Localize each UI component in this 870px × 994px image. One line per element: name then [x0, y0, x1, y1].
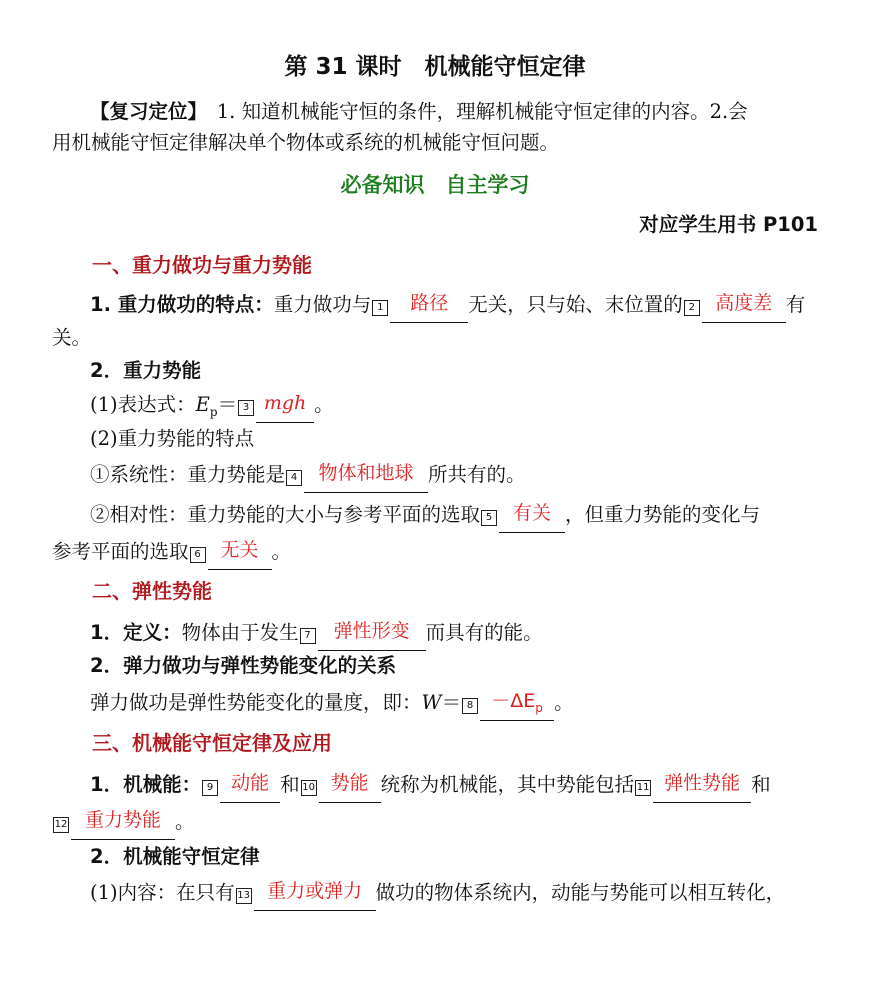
- expression-line: [90, 390, 818, 427]
- text: 而具有的能。: [425, 621, 543, 644]
- text: ①系统性：重力势能是: [90, 463, 286, 486]
- definition-line: [90, 618, 818, 651]
- text: (1)表达式：: [90, 393, 196, 416]
- text: 无关，只与始、末位置的: [468, 293, 683, 316]
- answer-8-subscript: p: [535, 700, 543, 715]
- answer-8: [491, 690, 543, 715]
- symbol-E: E: [195, 393, 210, 416]
- review-line-2: 用机械能守恒定律解决单个物体或系统的机械能守恒问题。: [52, 131, 560, 154]
- mechanical-energy-line-cont: [52, 807, 818, 840]
- answer-13: 重力或弹力: [267, 880, 363, 902]
- blank-marker-1: 1: [372, 300, 388, 316]
- blank-11: [653, 772, 751, 803]
- section-heading-2: 二、弹性势能: [92, 579, 212, 603]
- blank-marker-6: 6: [190, 547, 206, 563]
- blank-8: [480, 690, 554, 721]
- blank-2: [702, 292, 786, 323]
- text: 。: [314, 393, 334, 416]
- answer-4: 物体和地球: [318, 462, 414, 484]
- subheading-gravity-pe: 2．重力势能: [90, 359, 202, 382]
- answer-9: 动能: [231, 772, 270, 794]
- blank-12: [71, 809, 175, 840]
- answer-11: 弹性势能: [664, 772, 741, 794]
- characteristics-heading: (2)重力势能的特点: [90, 427, 255, 450]
- text: 。: [554, 691, 574, 714]
- answer-1: 路径: [410, 292, 449, 314]
- blank-marker-10: 10: [301, 780, 317, 796]
- label: 1. 重力做功的特点：: [90, 293, 274, 316]
- equals: ＝: [217, 393, 238, 416]
- relativity-line-cont: [52, 537, 818, 570]
- blank-4: [304, 462, 428, 493]
- text: 统称为机械能，其中势能包括: [380, 773, 635, 796]
- text: 有: [785, 293, 806, 316]
- subscript-p: p: [209, 404, 218, 419]
- text: 所共有的。: [428, 463, 526, 486]
- review-line-1: [52, 97, 818, 127]
- book-reference-text: 对应学生用书 P101: [639, 213, 818, 236]
- text: ②相对性：重力势能的大小与参考平面的选取: [90, 503, 481, 526]
- section-heading-1: 一、重力做功与重力势能: [92, 253, 312, 277]
- text: 。: [175, 810, 195, 833]
- text: 做功的物体系统内，动能与势能可以相互转化，: [375, 881, 786, 904]
- section-banner: 必备知识 自主学习: [340, 173, 530, 197]
- section-heading-3: 三、机械能守恒定律及应用: [92, 731, 332, 755]
- blank-marker-3: 3: [238, 400, 254, 416]
- blank-7: [318, 620, 426, 651]
- blank-marker-2: 2: [684, 300, 700, 316]
- blank-marker-8: 8: [462, 698, 478, 714]
- text: 和: [280, 773, 300, 796]
- blank-marker-5: 5: [481, 510, 497, 526]
- blank-10: [319, 772, 381, 803]
- paragraph-gravity-work: [52, 290, 818, 323]
- relativity-line: [90, 500, 818, 533]
- mechanical-energy-line: [90, 770, 818, 803]
- text: (1)内容：在只有: [90, 881, 235, 904]
- text: 。: [271, 540, 292, 563]
- book-reference: [52, 210, 818, 240]
- blank-5: [499, 502, 565, 533]
- symbol-W: W: [421, 691, 442, 714]
- blank-marker-13: 13: [236, 888, 252, 904]
- blank-marker-7: 7: [300, 628, 316, 644]
- answer-6: 无关: [220, 539, 259, 561]
- review-text-1: 1. 知道机械能守恒的条件，理解机械能守恒定律的内容。2.会: [197, 100, 748, 123]
- answer-10: 势能: [330, 772, 369, 794]
- answer-12: 重力势能: [84, 809, 161, 831]
- text: 重力做功与: [273, 293, 372, 316]
- elastic-measure-line: [90, 688, 818, 721]
- subheading-conservation-law: 2．机械能守恒定律: [90, 845, 260, 868]
- answer-2: 高度差: [715, 292, 773, 314]
- text: ，但重力势能的变化与: [565, 503, 761, 526]
- subheading-elastic-relation: 2．弹力做功与弹性势能变化的关系: [90, 654, 397, 677]
- answer-3: mgh: [263, 392, 307, 414]
- page-title: 第 31 课时 机械能守恒定律: [284, 54, 586, 80]
- answer-5: 有关: [513, 502, 552, 524]
- text: 参考平面的选取: [52, 540, 189, 563]
- blank-marker-9: 9: [202, 780, 218, 796]
- blank-3: [256, 392, 314, 423]
- answer-7: 弹性形变: [333, 620, 410, 642]
- answer-8-text: －ΔE: [491, 690, 536, 712]
- equals: ＝: [441, 691, 462, 714]
- blank-9: [220, 772, 280, 803]
- text: 物体由于发生: [181, 621, 299, 644]
- label: 1．定义：: [90, 621, 182, 644]
- blank-marker-12: 12: [53, 817, 69, 833]
- content-line: [90, 878, 818, 911]
- systemic-line: [90, 460, 818, 493]
- blank-13: [254, 880, 376, 911]
- blank-marker-4: 4: [286, 470, 302, 486]
- review-tag: 【复习定位】: [90, 100, 198, 123]
- paragraph-gravity-work-cont: 关。: [52, 326, 92, 349]
- blank-6: [208, 539, 272, 570]
- blank-1: [390, 292, 468, 323]
- text: 和: [751, 773, 771, 796]
- text: 弹力做功是弹性势能变化的量度，即：: [90, 691, 422, 714]
- label: 1．机械能：: [90, 773, 202, 796]
- blank-marker-11: 11: [635, 780, 651, 796]
